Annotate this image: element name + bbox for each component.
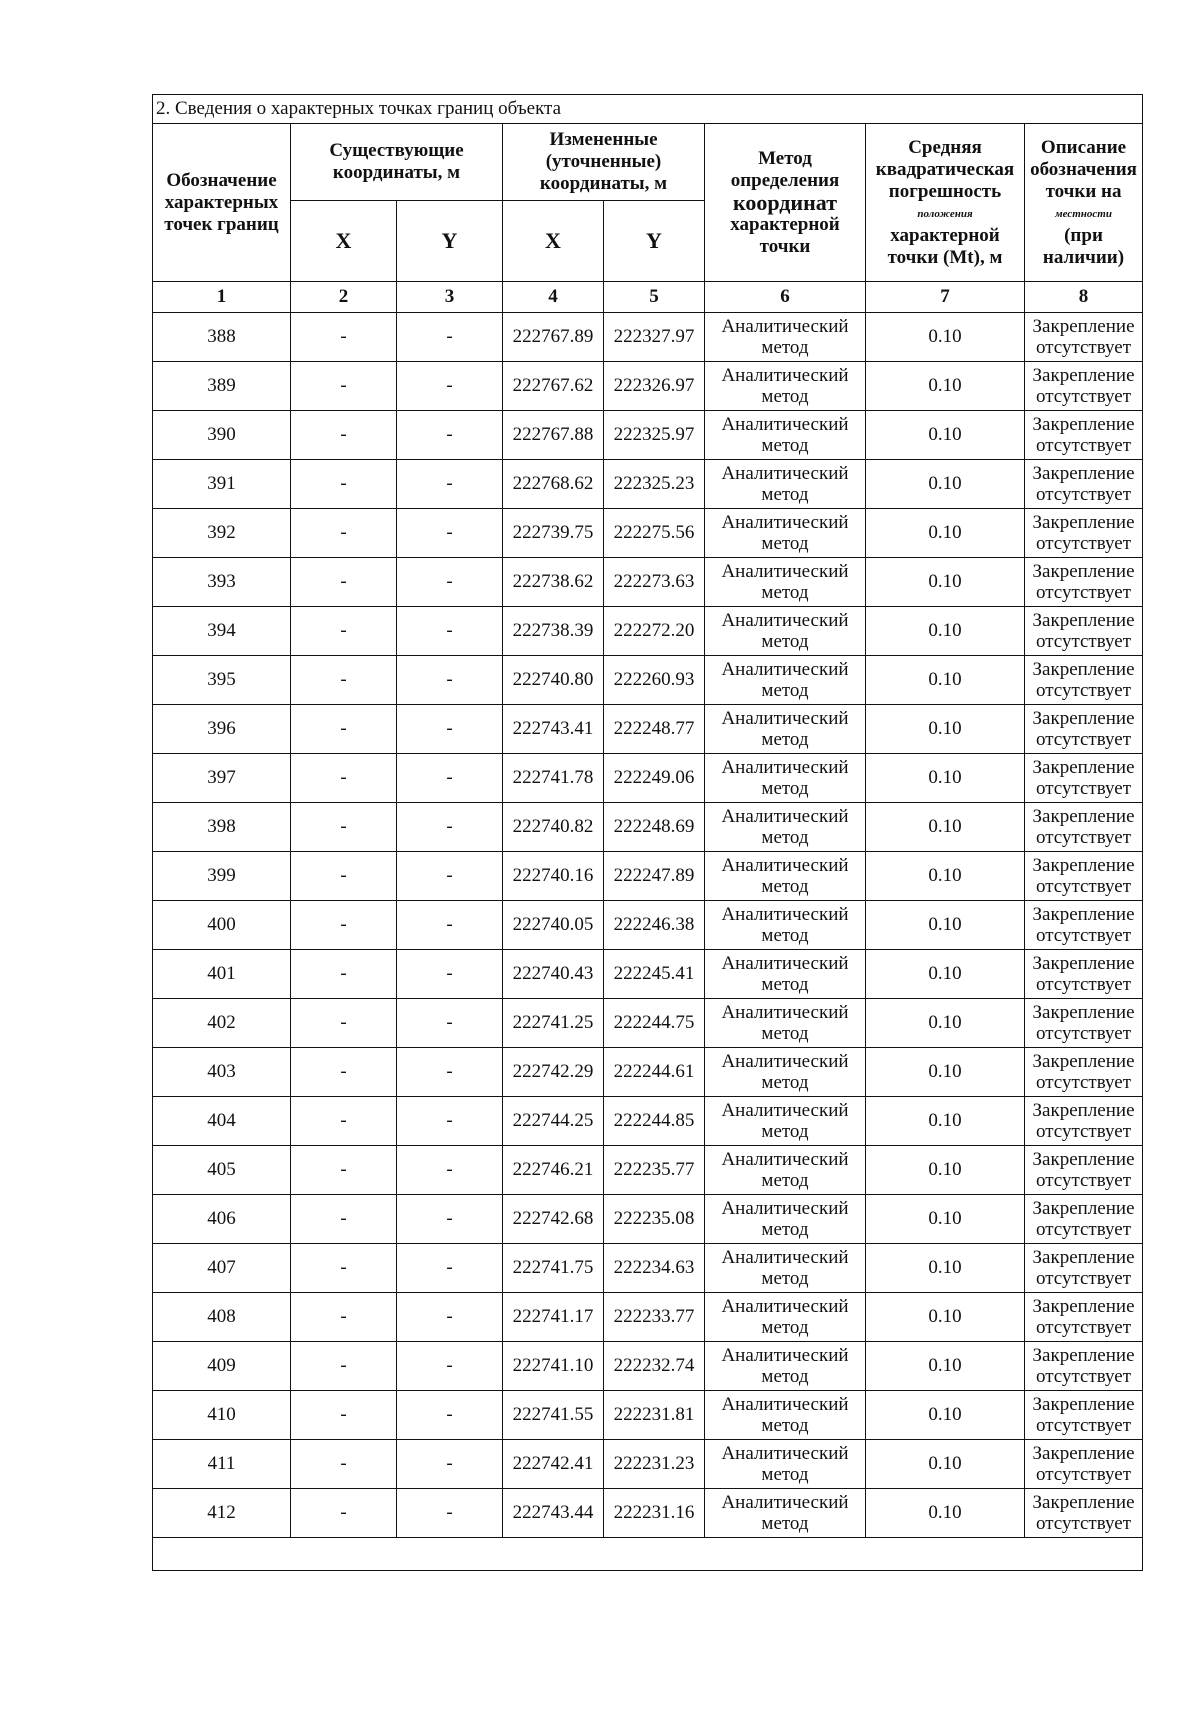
empty-footer-row	[153, 1538, 1143, 1571]
description-cell: Закрепление отсутствует	[1025, 1195, 1143, 1244]
point-number-cell: 411	[153, 1440, 291, 1489]
description-cell: Закрепление отсутствует	[1025, 1097, 1143, 1146]
mean-error-cell: 0.10	[866, 1097, 1025, 1146]
header-changed-coordinates: Измененные (уточненные) координаты, м	[503, 124, 705, 201]
description-cell: Закрепление отсутствует	[1025, 1391, 1143, 1440]
header-method	[705, 124, 866, 282]
changed-x-cell: 222742.29	[503, 1048, 604, 1097]
point-number-cell: 398	[153, 803, 291, 852]
changed-y-cell: 222272.20	[604, 607, 705, 656]
column-number: 1	[153, 282, 291, 313]
description-cell: Закрепление отсутствует	[1025, 558, 1143, 607]
changed-y-cell: 222245.41	[604, 950, 705, 999]
mean-error-cell: 0.10	[866, 313, 1025, 362]
point-number-cell: 389	[153, 362, 291, 411]
description-cell: Закрепление отсутствует	[1025, 754, 1143, 803]
changed-x-cell: 222740.05	[503, 901, 604, 950]
description-cell: Закрепление отсутствует	[1025, 656, 1143, 705]
changed-x-cell: 222740.80	[503, 656, 604, 705]
changed-y-cell: 222244.85	[604, 1097, 705, 1146]
existing-y-cell: -	[397, 362, 503, 411]
table-row	[153, 362, 1143, 411]
point-number-cell: 392	[153, 509, 291, 558]
existing-x-cell: -	[291, 656, 397, 705]
existing-x-cell: -	[291, 509, 397, 558]
boundary-points-table	[152, 94, 1143, 1571]
table-row	[153, 411, 1143, 460]
existing-y-cell: -	[397, 1391, 503, 1440]
method-cell: Аналитический метод	[705, 950, 866, 999]
method-cell: Аналитический метод	[705, 656, 866, 705]
mean-error-cell: 0.10	[866, 950, 1025, 999]
description-cell: Закрепление отсутствует	[1025, 509, 1143, 558]
existing-x-cell: -	[291, 1195, 397, 1244]
changed-x-cell: 222742.68	[503, 1195, 604, 1244]
header-existing-coordinates: Существующие координаты, м	[291, 124, 503, 201]
mean-error-cell: 0.10	[866, 1489, 1025, 1538]
existing-y-cell: -	[397, 313, 503, 362]
table-row	[153, 313, 1143, 362]
point-number-cell: 390	[153, 411, 291, 460]
description-cell: Закрепление отсутствует	[1025, 803, 1143, 852]
mean-error-cell: 0.10	[866, 705, 1025, 754]
point-number-cell: 406	[153, 1195, 291, 1244]
method-cell: Аналитический метод	[705, 509, 866, 558]
method-cell: Аналитический метод	[705, 852, 866, 901]
method-cell: Аналитический метод	[705, 754, 866, 803]
changed-x-cell: 222742.41	[503, 1440, 604, 1489]
point-number-cell: 409	[153, 1342, 291, 1391]
changed-y-cell: 222273.63	[604, 558, 705, 607]
existing-x-cell: -	[291, 558, 397, 607]
mean-error-cell: 0.10	[866, 999, 1025, 1048]
description-cell: Закрепление отсутствует	[1025, 460, 1143, 509]
changed-x-cell: 222740.16	[503, 852, 604, 901]
existing-x-cell: -	[291, 754, 397, 803]
empty-footer-cell	[153, 1538, 1143, 1571]
mean-error-cell: 0.10	[866, 1195, 1025, 1244]
method-cell: Аналитический метод	[705, 1391, 866, 1440]
point-number-cell: 393	[153, 558, 291, 607]
changed-y-cell: 222247.89	[604, 852, 705, 901]
table-row	[153, 1391, 1143, 1440]
point-number-cell: 407	[153, 1244, 291, 1293]
existing-x-cell: -	[291, 901, 397, 950]
existing-y-cell: -	[397, 460, 503, 509]
existing-x-cell: -	[291, 1244, 397, 1293]
method-cell: Аналитический метод	[705, 558, 866, 607]
changed-y-cell: 222248.77	[604, 705, 705, 754]
method-cell: Аналитический метод	[705, 1293, 866, 1342]
table-row	[153, 1195, 1143, 1244]
mean-error-cell: 0.10	[866, 460, 1025, 509]
document-sheet	[152, 94, 1142, 1571]
description-cell: Закрепление отсутствует	[1025, 1146, 1143, 1195]
table-row	[153, 852, 1143, 901]
existing-x-cell: -	[291, 803, 397, 852]
column-number: 8	[1025, 282, 1143, 313]
method-cell: Аналитический метод	[705, 999, 866, 1048]
changed-x-cell: 222741.78	[503, 754, 604, 803]
changed-x-cell: 222741.17	[503, 1293, 604, 1342]
changed-y-cell: 222325.23	[604, 460, 705, 509]
mean-error-cell: 0.10	[866, 607, 1025, 656]
description-cell: Закрепление отсутствует	[1025, 313, 1143, 362]
table-row	[153, 1146, 1143, 1195]
description-cell: Закрепление отсутствует	[1025, 411, 1143, 460]
method-cell: Аналитический метод	[705, 460, 866, 509]
changed-y-cell: 222234.63	[604, 1244, 705, 1293]
description-cell: Закрепление отсутствует	[1025, 852, 1143, 901]
existing-x-cell: -	[291, 1097, 397, 1146]
method-cell: Аналитический метод	[705, 1195, 866, 1244]
mean-error-cell: 0.10	[866, 656, 1025, 705]
mean-error-cell: 0.10	[866, 509, 1025, 558]
changed-y-cell: 222275.56	[604, 509, 705, 558]
mean-error-cell: 0.10	[866, 1146, 1025, 1195]
table-row	[153, 509, 1143, 558]
method-cell: Аналитический метод	[705, 1146, 866, 1195]
header-description	[1025, 124, 1143, 282]
section-title: 2. Сведения о характерных точках границ объекта	[153, 95, 1143, 124]
existing-x-cell: -	[291, 1293, 397, 1342]
mean-error-cell: 0.10	[866, 1440, 1025, 1489]
existing-x-cell: -	[291, 1342, 397, 1391]
header-desc-line2: местности	[1055, 207, 1112, 220]
mean-error-cell: 0.10	[866, 1048, 1025, 1097]
column-number: 6	[705, 282, 866, 313]
column-number: 7	[866, 282, 1025, 313]
existing-y-cell: -	[397, 1440, 503, 1489]
table-row	[153, 1489, 1143, 1538]
point-number-cell: 395	[153, 656, 291, 705]
existing-y-cell: -	[397, 705, 503, 754]
method-cell: Аналитический метод	[705, 411, 866, 460]
column-number: 5	[604, 282, 705, 313]
header-method-line2: координат	[732, 189, 838, 215]
existing-y-cell: -	[397, 1489, 503, 1538]
method-cell: Аналитический метод	[705, 803, 866, 852]
header-error-line3: характерной точки (Mt), м	[887, 224, 1003, 268]
mean-error-cell: 0.10	[866, 362, 1025, 411]
changed-y-cell: 222260.93	[604, 656, 705, 705]
changed-x-cell: 222738.62	[503, 558, 604, 607]
changed-y-cell: 222231.23	[604, 1440, 705, 1489]
description-cell: Закрепление отсутствует	[1025, 1342, 1143, 1391]
table-row	[153, 1293, 1143, 1342]
existing-y-cell: -	[397, 950, 503, 999]
mean-error-cell: 0.10	[866, 1342, 1025, 1391]
mean-error-cell: 0.10	[866, 852, 1025, 901]
header-mean-error	[866, 124, 1025, 282]
existing-x-cell: -	[291, 411, 397, 460]
changed-y-cell: 222244.61	[604, 1048, 705, 1097]
existing-y-cell: -	[397, 1195, 503, 1244]
changed-x-cell: 222740.82	[503, 803, 604, 852]
header-point-designation: Обозначение характерных точек границ	[153, 124, 291, 282]
point-number-cell: 394	[153, 607, 291, 656]
header-desc-line1: Описание обозначения точки на	[1030, 136, 1137, 202]
existing-x-cell: -	[291, 950, 397, 999]
existing-y-cell: -	[397, 852, 503, 901]
existing-x-cell: -	[291, 999, 397, 1048]
changed-x-cell: 222744.25	[503, 1097, 604, 1146]
changed-x-cell: 222741.55	[503, 1391, 604, 1440]
table-row	[153, 1342, 1143, 1391]
changed-y-cell: 222325.97	[604, 411, 705, 460]
changed-x-cell: 222738.39	[503, 607, 604, 656]
description-cell: Закрепление отсутствует	[1025, 1048, 1143, 1097]
table-row	[153, 1097, 1143, 1146]
changed-x-cell: 222743.41	[503, 705, 604, 754]
changed-y-cell: 222231.81	[604, 1391, 705, 1440]
method-cell: Аналитический метод	[705, 705, 866, 754]
header-desc-line3: (при наличии)	[1042, 224, 1125, 268]
table-row	[153, 754, 1143, 803]
changed-x-cell: 222741.25	[503, 999, 604, 1048]
existing-x-cell: -	[291, 1048, 397, 1097]
changed-y-cell: 222232.74	[604, 1342, 705, 1391]
changed-x-cell: 222739.75	[503, 509, 604, 558]
existing-y-cell: -	[397, 803, 503, 852]
existing-y-cell: -	[397, 901, 503, 950]
mean-error-cell: 0.10	[866, 1391, 1025, 1440]
changed-y-cell: 222233.77	[604, 1293, 705, 1342]
existing-x-cell: -	[291, 460, 397, 509]
method-cell: Аналитический метод	[705, 1342, 866, 1391]
point-number-cell: 402	[153, 999, 291, 1048]
existing-x-cell: -	[291, 313, 397, 362]
point-number-cell: 391	[153, 460, 291, 509]
column-number: 4	[503, 282, 604, 313]
point-number-cell: 400	[153, 901, 291, 950]
existing-y-cell: -	[397, 411, 503, 460]
existing-y-cell: -	[397, 558, 503, 607]
point-number-cell: 401	[153, 950, 291, 999]
existing-y-cell: -	[397, 509, 503, 558]
changed-y-cell: 222327.97	[604, 313, 705, 362]
description-cell: Закрепление отсутствует	[1025, 999, 1143, 1048]
existing-x-cell: -	[291, 705, 397, 754]
changed-y-cell: 222326.97	[604, 362, 705, 411]
changed-x-cell: 222767.89	[503, 313, 604, 362]
method-cell: Аналитический метод	[705, 1440, 866, 1489]
mean-error-cell: 0.10	[866, 1244, 1025, 1293]
point-number-cell: 388	[153, 313, 291, 362]
changed-y-cell: 222249.06	[604, 754, 705, 803]
mean-error-cell: 0.10	[866, 754, 1025, 803]
changed-y-cell: 222231.16	[604, 1489, 705, 1538]
table-row	[153, 558, 1143, 607]
changed-x-cell: 222746.21	[503, 1146, 604, 1195]
description-cell: Закрепление отсутствует	[1025, 1293, 1143, 1342]
method-cell: Аналитический метод	[705, 362, 866, 411]
point-number-cell: 403	[153, 1048, 291, 1097]
header-method-line3: характерной точки	[730, 213, 840, 257]
existing-y-cell: -	[397, 754, 503, 803]
existing-x-cell: -	[291, 362, 397, 411]
description-cell: Закрепление отсутствует	[1025, 901, 1143, 950]
existing-x-cell: -	[291, 852, 397, 901]
changed-x-cell: 222768.62	[503, 460, 604, 509]
table-row	[153, 901, 1143, 950]
column-number: 2	[291, 282, 397, 313]
existing-y-cell: -	[397, 1048, 503, 1097]
description-cell: Закрепление отсутствует	[1025, 1440, 1143, 1489]
method-cell: Аналитический метод	[705, 1489, 866, 1538]
mean-error-cell: 0.10	[866, 1293, 1025, 1342]
existing-x-cell: -	[291, 1146, 397, 1195]
description-cell: Закрепление отсутствует	[1025, 1489, 1143, 1538]
table-row	[153, 999, 1143, 1048]
changed-y-cell: 222244.75	[604, 999, 705, 1048]
table-row	[153, 607, 1143, 656]
mean-error-cell: 0.10	[866, 803, 1025, 852]
changed-y-cell: 222248.69	[604, 803, 705, 852]
changed-x-cell: 222741.75	[503, 1244, 604, 1293]
table-row	[153, 656, 1143, 705]
existing-x-cell: -	[291, 1489, 397, 1538]
changed-y-cell: 222235.08	[604, 1195, 705, 1244]
method-cell: Аналитический метод	[705, 1097, 866, 1146]
table-row	[153, 1244, 1143, 1293]
method-cell: Аналитический метод	[705, 901, 866, 950]
existing-y-cell: -	[397, 607, 503, 656]
header-error-line1: Средняя квадратическая погрешность	[875, 136, 1015, 202]
existing-y-cell: -	[397, 1342, 503, 1391]
method-cell: Аналитический метод	[705, 607, 866, 656]
changed-x-cell: 222767.62	[503, 362, 604, 411]
table-row	[153, 705, 1143, 754]
method-cell: Аналитический метод	[705, 1244, 866, 1293]
existing-y-cell: -	[397, 1097, 503, 1146]
header-method-line1: Метод определения	[730, 147, 840, 191]
existing-y-cell: -	[397, 656, 503, 705]
table-row	[153, 1440, 1143, 1489]
changed-x-cell: 222740.43	[503, 950, 604, 999]
point-number-cell: 399	[153, 852, 291, 901]
changed-x-cell: 222741.10	[503, 1342, 604, 1391]
column-number: 3	[397, 282, 503, 313]
mean-error-cell: 0.10	[866, 558, 1025, 607]
table-row	[153, 1048, 1143, 1097]
existing-x-cell: -	[291, 1440, 397, 1489]
point-number-cell: 405	[153, 1146, 291, 1195]
header-error-line2: положения	[917, 207, 973, 220]
changed-x-cell: 222767.88	[503, 411, 604, 460]
header-existing-y: Y	[397, 201, 503, 282]
description-cell: Закрепление отсутствует	[1025, 1244, 1143, 1293]
changed-y-cell: 222235.77	[604, 1146, 705, 1195]
header-changed-y: Y	[604, 201, 705, 282]
header-changed-x: X	[503, 201, 604, 282]
mean-error-cell: 0.10	[866, 901, 1025, 950]
existing-x-cell: -	[291, 1391, 397, 1440]
table-row	[153, 803, 1143, 852]
existing-y-cell: -	[397, 1146, 503, 1195]
point-number-cell: 396	[153, 705, 291, 754]
description-cell: Закрепление отсутствует	[1025, 607, 1143, 656]
description-cell: Закрепление отсутствует	[1025, 950, 1143, 999]
table-row	[153, 460, 1143, 509]
description-cell: Закрепление отсутствует	[1025, 705, 1143, 754]
description-cell: Закрепление отсутствует	[1025, 362, 1143, 411]
existing-x-cell: -	[291, 607, 397, 656]
changed-y-cell: 222246.38	[604, 901, 705, 950]
point-number-cell: 408	[153, 1293, 291, 1342]
mean-error-cell: 0.10	[866, 411, 1025, 460]
table-row	[153, 950, 1143, 999]
column-number-row	[153, 282, 1143, 313]
header-existing-x: X	[291, 201, 397, 282]
existing-y-cell: -	[397, 1293, 503, 1342]
changed-x-cell: 222743.44	[503, 1489, 604, 1538]
existing-y-cell: -	[397, 1244, 503, 1293]
method-cell: Аналитический метод	[705, 1048, 866, 1097]
method-cell: Аналитический метод	[705, 313, 866, 362]
point-number-cell: 397	[153, 754, 291, 803]
table-body	[153, 313, 1143, 1538]
point-number-cell: 410	[153, 1391, 291, 1440]
point-number-cell: 404	[153, 1097, 291, 1146]
existing-y-cell: -	[397, 999, 503, 1048]
point-number-cell: 412	[153, 1489, 291, 1538]
